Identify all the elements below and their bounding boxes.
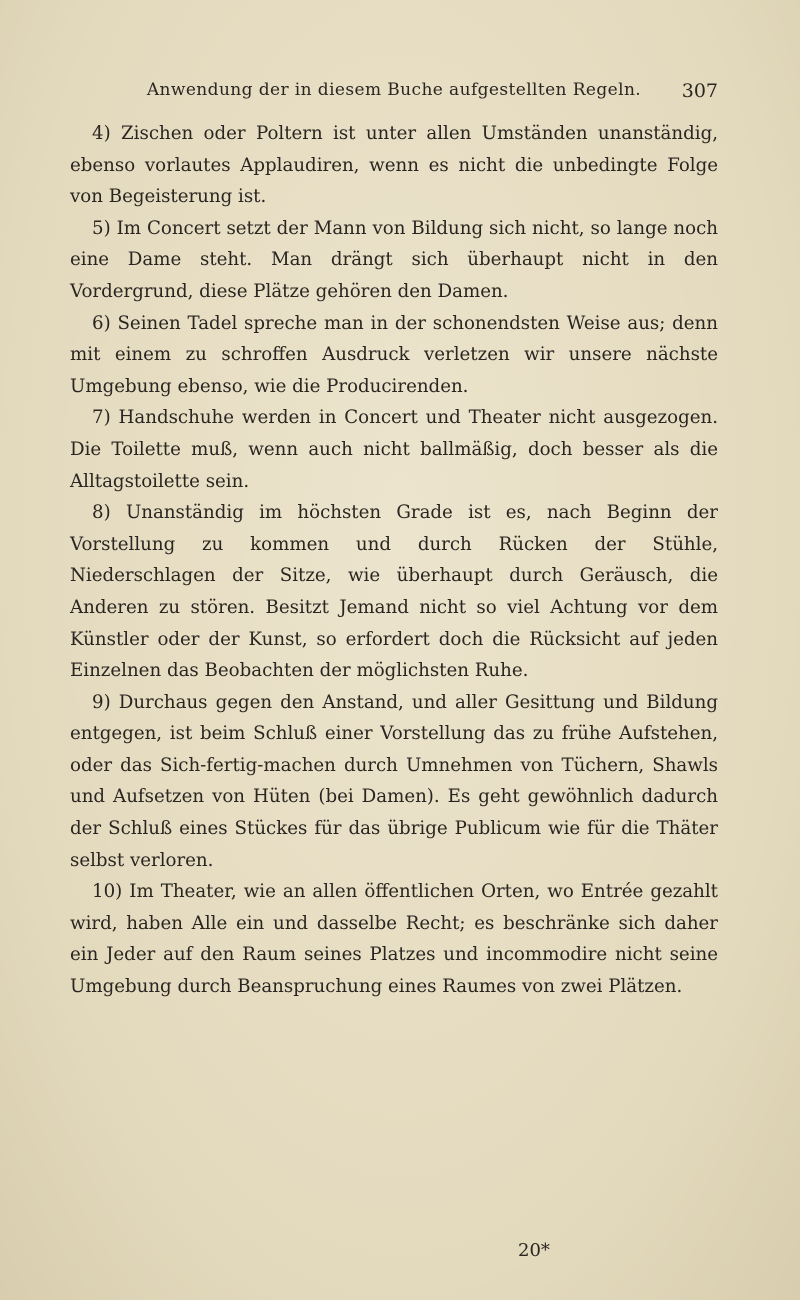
paragraph-number: 6) <box>92 312 111 334</box>
printer-signature: 20* <box>518 1240 550 1261</box>
paragraph-4 <box>70 118 718 213</box>
paragraph-text: Unanständig im höchsten Grade ist es, nach Beginn der Vorstellung zu kommen und durch Rücken der Stühle, Niederschlagen der Sitze, wie überhaupt durch Geräusch, die Anderen zu stören. Besitzt Jemand nicht so viel Achtung vor dem Künstler oder der Kunst, so erfordert doch die Rücksicht auf jeden Einzelnen das Beobachten der möglichsten Ruhe. <box>70 502 718 682</box>
paragraph-text: Handschuhe werden in Concert und Theater nicht ausgezogen. Die Toilette muß, wenn auch nicht ballmäßig, doch besser als die Alltagstoilette sein. <box>70 407 718 492</box>
paragraph-5 <box>70 213 718 308</box>
paragraph-number: 4) <box>92 123 111 144</box>
paragraph-8 <box>70 497 718 687</box>
paragraph-number: 7) <box>92 407 111 429</box>
paragraph-number: 10) <box>92 881 123 903</box>
paragraph-text: Durchaus gegen den Anstand, und aller Gesittung und Bildung entgegen, ist beim Schluß einer Vorstellung das zu frühe Aufstehen, oder das Sich-fertig-machen durch Umnehmen von Tüchern, Shawls und Aufsetzen von Hüten (bei Damen). Es geht gewöhnlich dadurch der Schluß eines Stückes für das übrige Publicum wie für die Thäter selbst verloren. <box>70 691 718 871</box>
paragraph-7 <box>70 402 718 497</box>
paragraph-text: Im Theater, wie an allen öffentlichen Orten, wo Entrée gezahlt wird, haben Alle ein und dasselbe Recht; es beschränke sich daher ein Jeder auf den Raum seines Platzes und incommodire nicht seine Umgebung durch Beanspruchung eines Raumes von zwei Plätzen. <box>70 881 718 998</box>
paragraph-number: 8) <box>92 502 111 524</box>
running-title: Anwendung der in diesem Buche aufgestellten Regeln. <box>146 80 642 100</box>
page-number: 307 <box>681 80 718 102</box>
paragraph-text: Im Concert setzt der Mann von Bildung sich nicht, so lange noch eine Dame steht. Man drängt sich überhaupt nicht in den Vordergrund, diese Plätze gehören den Damen. <box>70 217 718 302</box>
paragraph-6 <box>70 308 718 403</box>
paragraph-number: 5) <box>92 217 111 239</box>
page-header <box>70 80 718 110</box>
paragraph-text: Seinen Tadel spreche man in der schonendsten Weise aus; denn mit einem zu schroffen Ausdruck verletzen wir unsere nächste Umgebung ebenso, wie die Producirenden. <box>70 312 718 397</box>
paragraph-text: Zischen oder Poltern ist unter allen Umständen unanständig, ebenso vorlautes Applaudiren, wenn es nicht die unbedingte Folge von Begeisterung ist. <box>70 123 718 208</box>
paragraph-10 <box>70 876 718 1002</box>
body-text <box>70 118 718 1003</box>
paragraph-9 <box>70 687 718 877</box>
paragraph-number: 9) <box>92 691 111 713</box>
